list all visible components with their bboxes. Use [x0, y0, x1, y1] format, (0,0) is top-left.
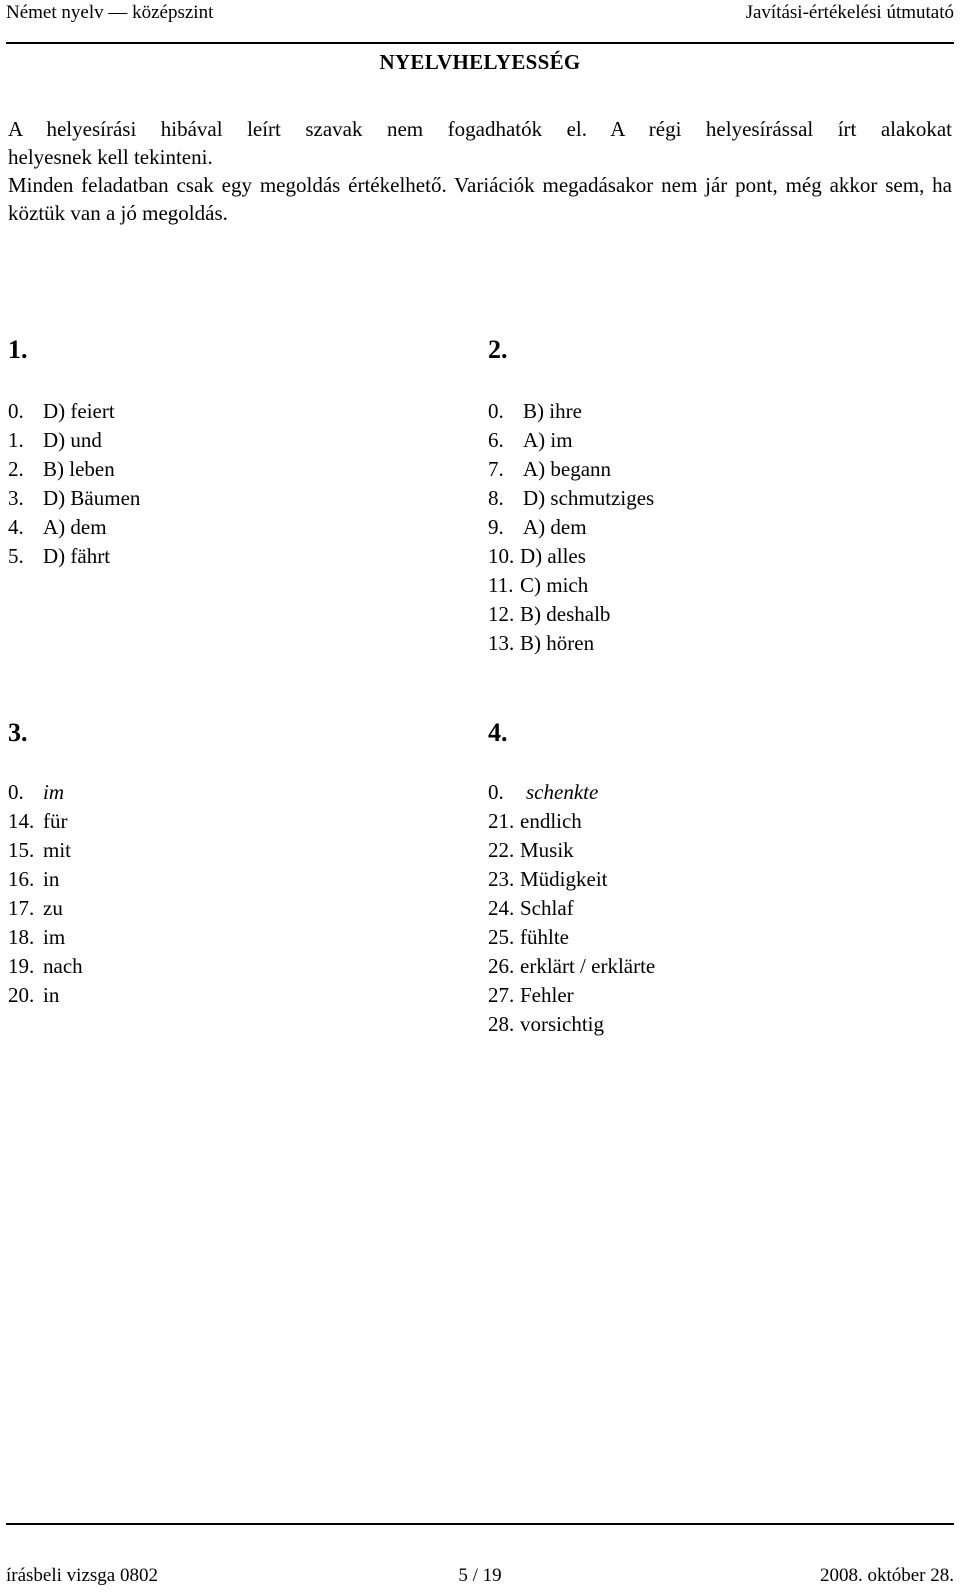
item-answer: B) deshalb	[520, 602, 611, 626]
list-item	[8, 484, 140, 513]
item-number: 17.	[8, 896, 35, 920]
list-item	[488, 542, 654, 571]
list-item	[488, 981, 655, 1010]
item-answer: in	[43, 867, 60, 891]
item-answer: in	[43, 983, 60, 1007]
item-number: 25.	[488, 925, 515, 949]
item-number: 18.	[8, 925, 35, 949]
item-answer: A) dem	[43, 515, 107, 539]
item-number: 11.	[488, 573, 514, 597]
item-number: 14.	[8, 809, 35, 833]
item-number: 8.	[488, 486, 504, 510]
item-answer: Schlaf	[520, 896, 574, 920]
item-number: 0.	[488, 399, 504, 423]
item-answer: B) leben	[43, 457, 115, 481]
item-number: 0.	[8, 399, 24, 423]
intro-text	[8, 115, 952, 227]
item-answer: zu	[43, 896, 63, 920]
section-number-1: 1.	[8, 335, 28, 364]
intro-line-3: Minden feladatban csak egy megoldás értékelhető. Variációk megadásakor nem jár pont, még akkor sem, ha köztük van a jó megoldás.	[8, 173, 952, 225]
section-number-3: 3.	[8, 718, 28, 747]
item-number: 19.	[8, 954, 35, 978]
list-item	[488, 484, 654, 513]
list-item	[8, 865, 83, 894]
list-item	[8, 513, 140, 542]
item-number: 20.	[8, 983, 35, 1007]
answer-list-1	[8, 397, 140, 571]
list-item	[488, 397, 654, 426]
item-answer: B) ihre	[523, 399, 582, 423]
item-number: 22.	[488, 838, 515, 862]
intro-line-1: A helyesírási hibával leírt szavak nem fogadhatók el. A régi helyesírással írt alakokat	[8, 117, 952, 141]
answer-list-4	[488, 778, 655, 1039]
footer-exam-code: írásbeli vizsga 0802	[6, 1565, 158, 1586]
header-doc-type: Javítási-értékelési útmutató	[745, 2, 954, 23]
item-answer: nach	[43, 954, 83, 978]
item-number: 1.	[8, 428, 24, 452]
item-number: 6.	[488, 428, 504, 452]
list-item	[488, 807, 655, 836]
item-answer: endlich	[520, 809, 582, 833]
item-answer: B) hören	[520, 631, 595, 655]
item-number: 2.	[8, 457, 24, 481]
footer-page-number: 5 / 19	[458, 1565, 502, 1586]
item-number: 3.	[8, 486, 24, 510]
item-answer: A) dem	[523, 515, 587, 539]
answer-list-3	[8, 778, 83, 1010]
item-answer: erklärt / erklärte	[520, 954, 656, 978]
item-number: 21.	[488, 809, 515, 833]
header-subject: Német nyelv — középszint	[6, 2, 214, 23]
item-answer: A) im	[523, 428, 573, 452]
item-number: 26.	[488, 954, 515, 978]
list-item	[8, 778, 83, 807]
item-number: 5.	[8, 544, 24, 568]
list-item	[488, 836, 655, 865]
list-item	[488, 426, 654, 455]
item-answer: C) mich	[520, 573, 589, 597]
item-answer: D) fährt	[43, 544, 111, 568]
item-answer: für	[43, 809, 68, 833]
item-number: 28.	[488, 1012, 515, 1036]
page-title: NYELVHELYESSÉG	[379, 50, 581, 74]
item-number: 7.	[488, 457, 504, 481]
item-number: 24.	[488, 896, 515, 920]
list-item	[488, 923, 655, 952]
list-item	[488, 629, 654, 658]
item-answer: A) begann	[523, 457, 612, 481]
item-number: 15.	[8, 838, 35, 862]
item-number: 0.	[8, 780, 24, 804]
item-answer: Müdigkeit	[520, 867, 608, 891]
item-answer: mit	[43, 838, 72, 862]
list-item	[488, 600, 654, 629]
list-item	[488, 894, 655, 923]
list-item	[488, 513, 654, 542]
item-number: 12.	[488, 602, 515, 626]
item-answer: D) und	[43, 428, 102, 452]
item-number: 9.	[488, 515, 504, 539]
item-number: 27.	[488, 983, 515, 1007]
item-number: 4.	[8, 515, 24, 539]
item-answer: D) schmutziges	[523, 486, 655, 510]
item-answer: Fehler	[520, 983, 574, 1007]
intro-line-2: helyesnek kell tekinteni.	[8, 145, 213, 169]
page-footer	[6, 1523, 954, 1593]
list-item	[488, 455, 654, 484]
list-item	[8, 807, 83, 836]
page-header	[6, 0, 954, 44]
item-number: 16.	[8, 867, 35, 891]
item-number: 23.	[488, 867, 515, 891]
answer-list-2	[488, 397, 654, 658]
list-item	[8, 426, 140, 455]
section-number-2: 2.	[488, 335, 508, 364]
list-item	[8, 397, 140, 426]
list-item	[8, 894, 83, 923]
item-answer: im	[43, 780, 64, 804]
item-answer: fühlte	[520, 925, 569, 949]
item-answer: D) feiert	[43, 399, 115, 423]
item-number: 13.	[488, 631, 515, 655]
list-item	[8, 836, 83, 865]
item-answer: im	[43, 925, 66, 949]
item-answer: schenkte	[526, 780, 599, 804]
list-item	[488, 1010, 655, 1039]
list-item	[8, 952, 83, 981]
item-answer: vorsichtig	[520, 1012, 604, 1036]
item-answer: Musik	[520, 838, 574, 862]
footer-date: 2008. október 28.	[819, 1565, 954, 1586]
list-item	[8, 455, 140, 484]
list-item	[488, 571, 654, 600]
item-number: 0.	[488, 780, 504, 804]
item-answer: D) Bäumen	[43, 486, 141, 510]
list-item	[8, 923, 83, 952]
section-number-4: 4.	[488, 718, 508, 747]
list-item	[488, 778, 655, 807]
item-number: 10.	[488, 544, 515, 568]
list-item	[8, 981, 83, 1010]
item-answer: D) alles	[520, 544, 586, 568]
list-item	[488, 952, 655, 981]
list-item	[8, 542, 140, 571]
list-item	[488, 865, 655, 894]
